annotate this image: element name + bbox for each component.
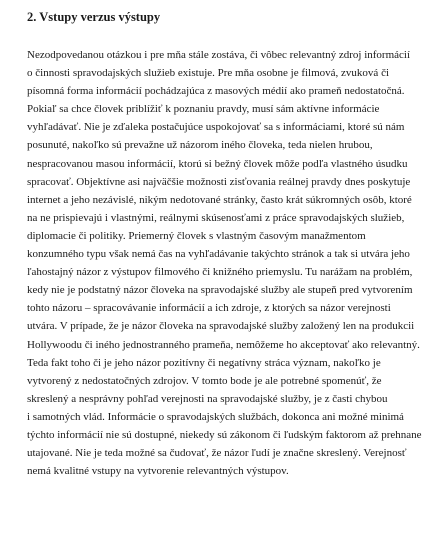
paragraph-line: utvára. V prípade, že je názor človeka na spravodajské služby založený len na produkcii: [27, 320, 415, 333]
paragraph-line: ľahostajný názor z výstupov filmového či knižného priemyslu. Tu narážam na problém,: [27, 266, 413, 279]
paragraph-line: o činnosti spravodajských služieb existuje. Pre mňa osobne je filmová, zvuková či: [27, 67, 390, 80]
paragraph-line: diplomacie či politiky. Priemerný človek s vlastným časovým manažmentom: [27, 229, 366, 242]
paragraph-line: konzumného typu však nemá čas na vyhľadávanie takýchto stránok a tak si utvára jeho: [27, 248, 410, 261]
paragraph-line: skreslený a nesprávny pohľad verejnosti na spravodajské služby, je z časti chybou: [27, 392, 388, 405]
paragraph-line: písomná forma informácií pochádzajúca z masových médií ako prameň nedostatočná.: [27, 85, 405, 98]
paragraph-line: nespracovanou masou informácií, ktorú si bežný človek môže podľa vlastného úsudku: [27, 157, 408, 170]
paragraph-line: Nezodpovedanou otázkou i pre mňa stále zostáva, či vôbec relevantný zdroj informácií: [27, 49, 411, 61]
paragraph-line: Hollywoodu či iného jednostranného prameňa, nemôžeme ho akceptovať ako relevantný.: [27, 338, 420, 351]
paragraph-line: na ne prispievajú i vlastnými, reálnymi skúsenosťami z práce spravodajských služieb,: [27, 211, 405, 224]
body-paragraph: [27, 46, 427, 480]
paragraph-line: posunuté, nakoľko sú prevažne už názorom iného človeka, teda nielen hrubou,: [27, 139, 373, 152]
section-heading: 2. Vstupy verzus výstupy: [27, 10, 161, 24]
paragraph-line: vyhľadávať. Nie je zďaleka postačujúce uspokojovať sa s informáciami, ktoré sú nám: [27, 121, 405, 134]
paragraph-line: Teda fakt toho či je jeho názor pozitívny či negatívny stráca význam, nakoľko je: [27, 356, 381, 369]
paragraph-line: utajované. Nie je teda možné sa čudovať, že názor ľudí je značne skreslený. Verejnosť: [27, 447, 407, 460]
paragraph-line: tohto názoru – spracovávanie informácií a ich zdroje, z ktorých sa názor verejnosti: [27, 302, 391, 315]
paragraph-line: nemá kvalitné vstupy na vytvorenie relevantných výstupov.: [27, 465, 289, 478]
paragraph-line: týchto informácií nie sú dostupné, niekedy sú zákonom či ľudským faktorom až prehnane: [27, 428, 422, 441]
paragraph-line: i samotných vlád. Informácie o spravodajských službách, dokonca ani možné minimá: [27, 410, 404, 423]
paragraph-line: spracovať. Objektívne asi najväčšie možnosti zisťovania reálnej pravdy dnes poskytuje: [27, 175, 411, 188]
paragraph-line: kedy nie je podstatný názor človeka na spravodajské služby ale stupeň pred vytvorením: [27, 284, 413, 297]
paragraph-line: internet a jeho nezávislé, nikým nedotované stránky, často krát súkromných osôb, ktoré: [27, 193, 412, 206]
paragraph-line: Pokiaľ sa chce človek priblížiť k poznaniu pravdy, musí sám aktívne informácie: [27, 103, 380, 116]
paragraph-line: vytvorený z nedostatočných zdrojov. V tomto bode je ale potrebné spomenúť, že: [27, 374, 382, 387]
